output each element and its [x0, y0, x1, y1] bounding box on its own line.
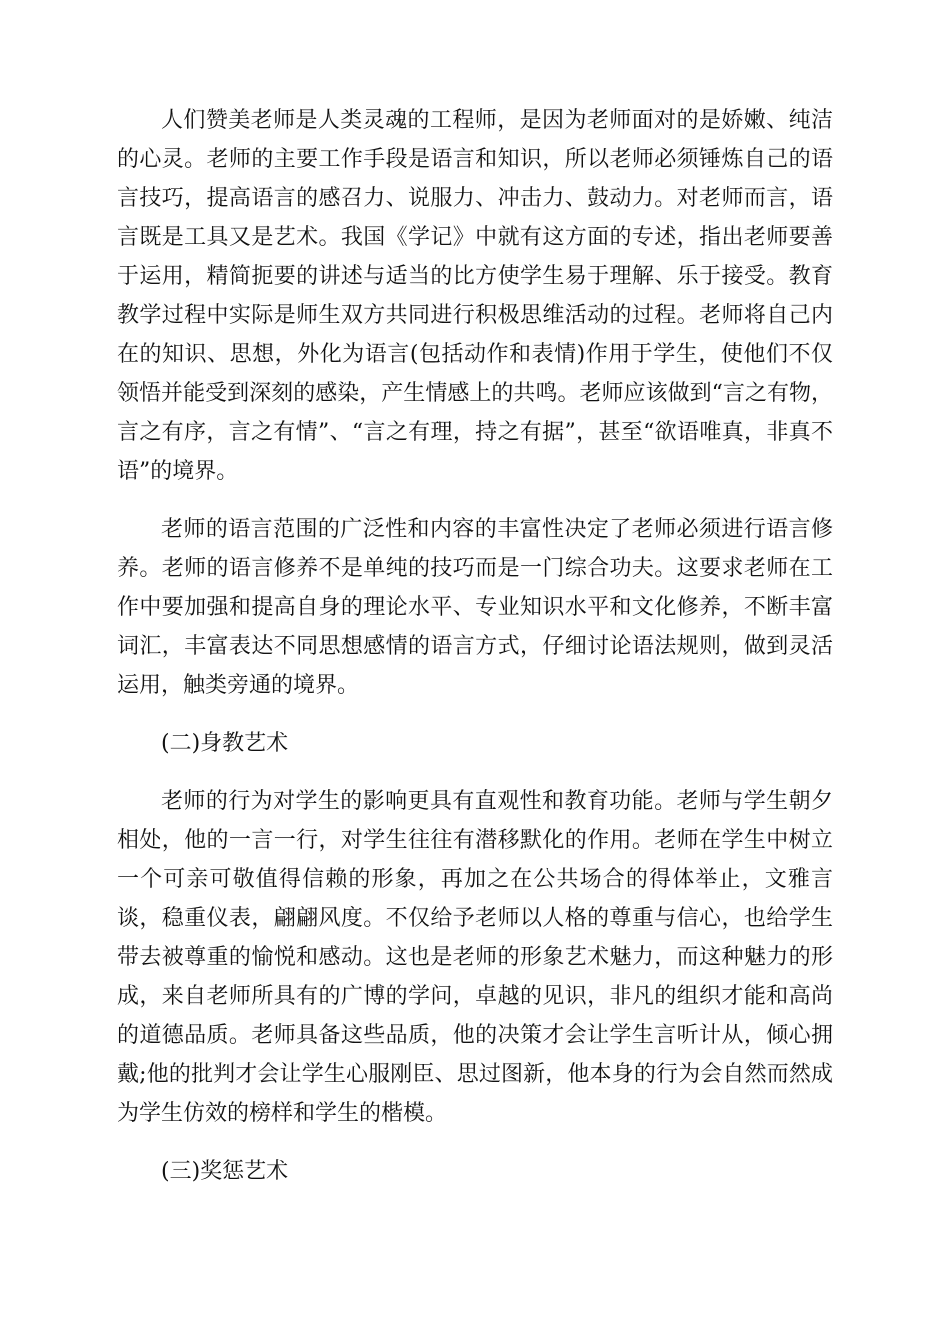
document-page — [117, 101, 833, 1210]
paragraph-language-cultivation: 老师的语言范围的广泛性和内容的丰富性决定了老师必须进行语言修养。老师的语言修养不是单纯的技巧而是一门综合功夫。这要求老师在工作中要加强和提高自身的理论水平、专业知识水平和文化修养，不断丰富词汇，丰富表达不同思想感情的语言方式，仔细讨论语法规则，做到灵活运用，触类旁通的境界。 — [117, 517, 833, 698]
paragraph-body-teaching: 老师的行为对学生的影响更具有直观性和教育功能。老师与学生朝夕相处，他的一言一行，对学生往往有潜移默化的作用。老师在学生中树立一个可亲可敬值得信赖的形象，再加之在公共场合的得体举止，文雅言谈，稳重仪表，翩翩风度。不仅给予老师以人格的尊重与信心，也给学生带去被尊重的愉悦和感动。这也是老师的形象艺术魅力，而这种魅力的形成，来自老师所具有的广博的学问，卓越的见识，非凡的组织才能和高尚的道德品质。老师具备这些品质，他的决策才会让学生言听计从，倾心拥戴;他的批判才会让学生心服刚臣、思过图新，他本身的行为会自然而然成为学生仿效的榜样和学生的楷模。 — [117, 789, 833, 1126]
paragraph-language-art: 人们赞美老师是人类灵魂的工程师，是因为老师面对的是娇嫩、纯洁的心灵。老师的主要工作手段是语言和知识，所以老师必须锤炼自己的语言技巧，提高语言的感召力、说服力、冲击力、鼓动力。对老师而言，语言既是工具又是艺术。我国《学记》中就有这方面的专述，指出老师要善于运用，精简扼要的讲述与适当的比方使学生易于理解、乐于接受。教育教学过程中实际是师生双方共同进行积极思维活动的过程。老师将自己内在的知识、思想，外化为语言(包括动作和表情)作用于学生，使他们不仅领悟并能受到深刻的感染，产生情感上的共鸣。老师应该做到“言之有物，言之有序，言之有情”、“言之有理，持之有据”，甚至“欲语唯真，非真不语”的境界。 — [117, 108, 833, 484]
section-heading-reward-punishment: (三)奖惩艺术 — [161, 1159, 289, 1184]
section-heading-body-teaching: (二)身教艺术 — [161, 731, 289, 756]
